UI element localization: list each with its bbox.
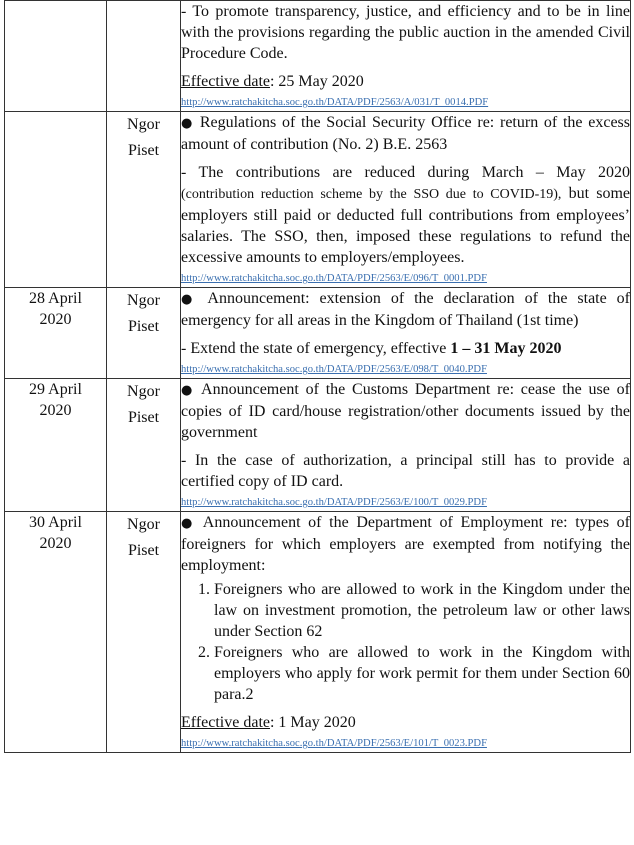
issuer-cell <box>107 1 181 112</box>
source-link[interactable]: http://www.ratchakitcha.soc.go.th/DATA/PDF/2563/E/100/T_0029.PDF <box>181 497 487 508</box>
bullet-icon: ● <box>181 383 196 398</box>
date-line2: 2020 <box>39 535 72 552</box>
date-cell <box>5 379 107 512</box>
issuer-name-line1: Ngor <box>127 292 160 309</box>
source-link[interactable]: http://www.ratchakitcha.soc.go.th/DATA/PDF/2563/A/031/T_0014.PDF <box>181 97 489 108</box>
issuer-cell <box>107 288 181 379</box>
table-row <box>5 1 631 112</box>
effective-date-value: : 1 May 2020 <box>269 714 356 731</box>
regulations-table <box>4 0 631 753</box>
effective-date <box>181 712 630 733</box>
effective-date-value: : 25 May 2020 <box>269 73 364 90</box>
issuer-cell <box>107 379 181 512</box>
item-title <box>181 379 630 443</box>
item-detail-bold: 1 – 31 May 2020 <box>450 340 562 357</box>
item-title <box>181 288 630 331</box>
item-title <box>181 112 630 155</box>
issuer-name-line1: Ngor <box>127 516 160 533</box>
issuer-name-line2: Piset <box>127 318 160 335</box>
issuer-name-line2: Piset <box>127 142 160 159</box>
issuer-name-line2: Piset <box>127 542 160 559</box>
issuer-name-line2: Piset <box>127 409 160 426</box>
item-title-text: Announcement of the Customs Department re: cease the use of copies of ID card/house registration/other documents issued by the government <box>181 381 631 441</box>
table-row <box>5 288 631 379</box>
date-line1: 29 April <box>29 381 82 398</box>
item-detail-text: - Extend the state of emergency, effective <box>181 340 451 357</box>
date-cell <box>5 288 107 379</box>
date-line2: 2020 <box>39 402 72 419</box>
effective-date <box>181 71 630 92</box>
item-detail <box>181 338 630 359</box>
item-title-text: Announcement of the Department of Employment re: types of foreigners for which employers are exempted from notifying the employment: <box>181 514 631 574</box>
date-cell <box>5 512 107 753</box>
item-title-text: Announcement: extension of the declaration of the state of emergency for all areas in the Kingdom of Thailand (1st time) <box>181 290 631 329</box>
item-detail: - In the case of authorization, a principal still has to provide a certified copy of ID card. <box>181 452 630 490</box>
purpose-text: - To promote transparency, justice, and efficiency and to be in line with the provisions regarding the public auction in the amended Civil Procedure Code. <box>181 3 630 62</box>
item-detail <box>181 162 630 268</box>
item-detail-a: - The contributions are reduced during March – May 2020 <box>181 164 630 181</box>
description-cell <box>181 512 631 753</box>
item-detail-b: but some employers still paid or deducted full contributions from employees’ salaries. The SSO, then, imposed these regulations to refund the excessive amounts to employers/employees. <box>181 185 631 266</box>
date-line1: 30 April <box>29 514 82 531</box>
source-link[interactable]: http://www.ratchakitcha.soc.go.th/DATA/PDF/2563/E/098/T_0040.PDF <box>181 364 487 375</box>
list-item: 2. Foreigners who are allowed to work in the Kingdom with employers who apply for work permit for them under Section 60 para.2 <box>214 642 630 705</box>
table-row <box>5 512 631 753</box>
issuer-name-line1: Ngor <box>127 383 160 400</box>
issuer-name-line1: Ngor <box>127 116 160 133</box>
date-cell <box>5 1 107 112</box>
date-cell <box>5 112 107 288</box>
source-link[interactable]: http://www.ratchakitcha.soc.go.th/DATA/PDF/2563/E/101/T_0023.PDF <box>181 738 487 749</box>
bullet-icon: ● <box>181 516 196 531</box>
date-line1: 28 April <box>29 290 82 307</box>
date-line2: 2020 <box>39 311 72 328</box>
source-link[interactable]: http://www.ratchakitcha.soc.go.th/DATA/PDF/2563/E/096/T_0001.PDF <box>181 273 487 284</box>
description-cell <box>181 379 631 512</box>
effective-date-label: Effective date <box>181 714 270 731</box>
list-item: 1. Foreigners who are allowed to work in the Kingdom under the law on investment promotion, the petroleum law or other laws under Section 62 <box>214 579 630 642</box>
description-cell <box>181 112 631 288</box>
description-cell <box>181 288 631 379</box>
description-cell <box>181 1 631 112</box>
numbered-list <box>181 579 630 705</box>
bullet-icon: ● <box>181 292 199 307</box>
issuer-cell <box>107 112 181 288</box>
table-row <box>5 379 631 512</box>
bullet-icon: ● <box>181 116 195 131</box>
issuer-cell <box>107 512 181 753</box>
item-title <box>181 512 630 576</box>
item-title-text: Regulations of the Social Security Office re: return of the excess amount of contribution (No. 2) B.E. 2563 <box>181 114 631 153</box>
table-row <box>5 112 631 288</box>
effective-date-label: Effective date <box>181 73 270 90</box>
item-detail-note: (contribution reduction scheme by the SSO due to COVID-19), <box>181 187 562 202</box>
